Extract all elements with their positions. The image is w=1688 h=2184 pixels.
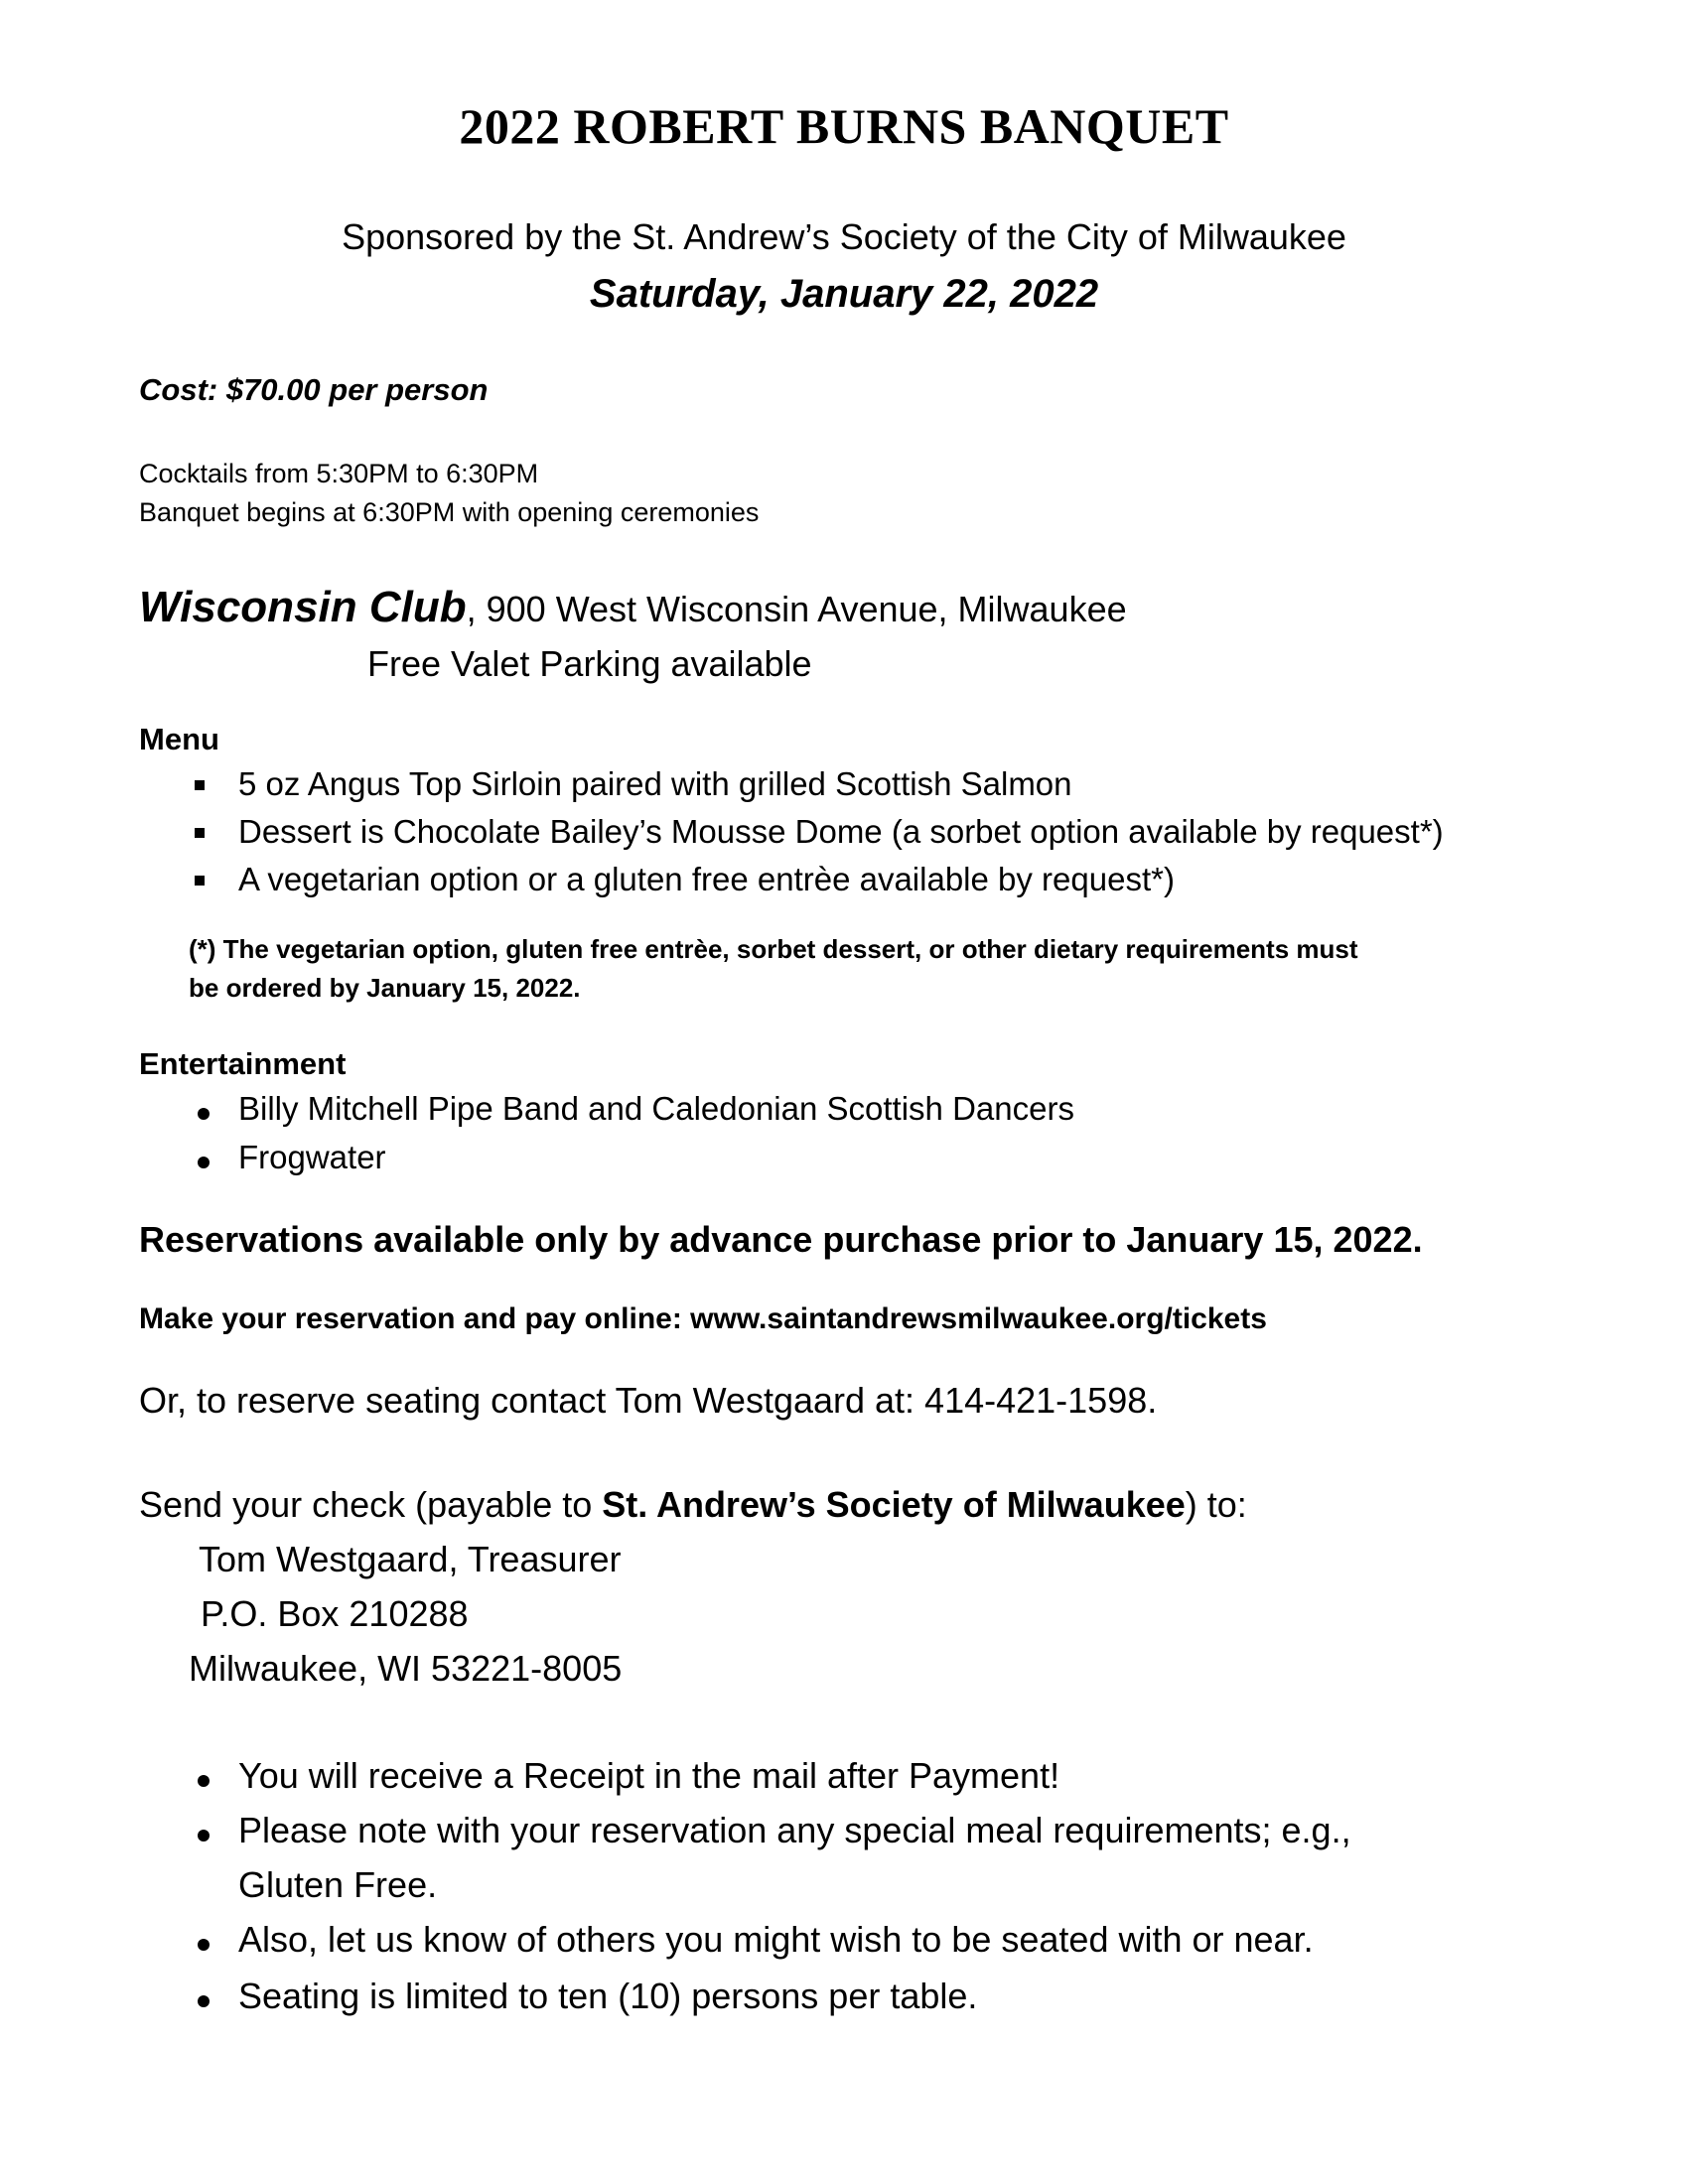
sponsor-line: Sponsored by the St. Andrew’s Society of the City of Milwaukee [342, 216, 1346, 257]
mailing-po-box: P.O. Box 210288 [201, 1593, 469, 1634]
banquet-time: Banquet begins at 6:30PM with opening ceremonies [139, 497, 760, 527]
dietary-note: (*) The vegetarian option, gluten free entrèe, sorbet dessert, or other dietary requirements must [189, 934, 1358, 964]
menu-item: A vegetarian option or a gluten free entrèe available by request*) [238, 861, 1175, 897]
menu-item: Dessert is Chocolate Bailey’s Mousse Dome (a sorbet option available by request*) [238, 813, 1444, 850]
send-check-prefix: Send your check (payable to [139, 1484, 603, 1525]
venue-line [139, 583, 1127, 632]
venue-address: , 900 West Wisconsin Avenue, Milwaukee [466, 589, 1127, 629]
menu-heading: Menu [139, 722, 219, 756]
event-date: Saturday, January 22, 2022 [589, 272, 1099, 316]
seating-preference-note: Also, let us know of others you might wish to be seated with or near. [238, 1919, 1314, 1960]
bullet-icon [198, 1995, 210, 2007]
bullet-icon [198, 1775, 210, 1787]
bullet-icon [198, 1830, 210, 1842]
venue-name: Wisconsin Club [139, 583, 467, 631]
send-check-suffix: ) to: [1185, 1484, 1247, 1525]
check-payee: St. Andrew’s Society of Milwaukee [602, 1484, 1186, 1525]
phone-contact: Or, to reserve seating contact Tom Westgaard at: 414-421-1598. [139, 1380, 1158, 1421]
bullet-icon [195, 780, 205, 790]
parking-info: Free Valet Parking available [367, 643, 812, 684]
bullet-icon [198, 1157, 210, 1168]
bullet-icon [195, 828, 205, 838]
entertainment-item: Frogwater [238, 1139, 386, 1175]
mailing-city: Milwaukee, WI 53221-8005 [189, 1648, 623, 1689]
cocktails-time: Cocktails from 5:30PM to 6:30PM [139, 459, 539, 488]
page-title: 2022 ROBERT BURNS BANQUET [459, 98, 1229, 154]
bullet-icon [198, 1939, 210, 1951]
dietary-note-deadline: be ordered by January 15, 2022. [189, 973, 581, 1003]
online-reservation: Make your reservation and pay online: www.saintandrewsmilwaukee.org/tickets [139, 1302, 1267, 1335]
bullet-icon [198, 1108, 210, 1120]
special-meal-note: Please note with your reservation any special meal requirements; e.g., [238, 1810, 1351, 1850]
cost: Cost: $70.00 per person [139, 372, 489, 407]
menu-item: 5 oz Angus Top Sirloin paired with grilled Scottish Salmon [238, 765, 1072, 802]
special-meal-note-cont: Gluten Free. [238, 1864, 438, 1905]
entertainment-heading: Entertainment [139, 1046, 347, 1081]
receipt-note: You will receive a Receipt in the mail after Payment! [238, 1755, 1060, 1796]
entertainment-item: Billy Mitchell Pipe Band and Caledonian Scottish Dancers [238, 1090, 1074, 1127]
seating-limit-note: Seating is limited to ten (10) persons per table. [238, 1976, 978, 2016]
bullet-icon [195, 876, 205, 886]
reservations-notice: Reservations available only by advance purchase prior to January 15, 2022. [139, 1219, 1423, 1260]
mailing-name: Tom Westgaard, Treasurer [199, 1539, 622, 1579]
send-check-line [139, 1484, 1247, 1526]
